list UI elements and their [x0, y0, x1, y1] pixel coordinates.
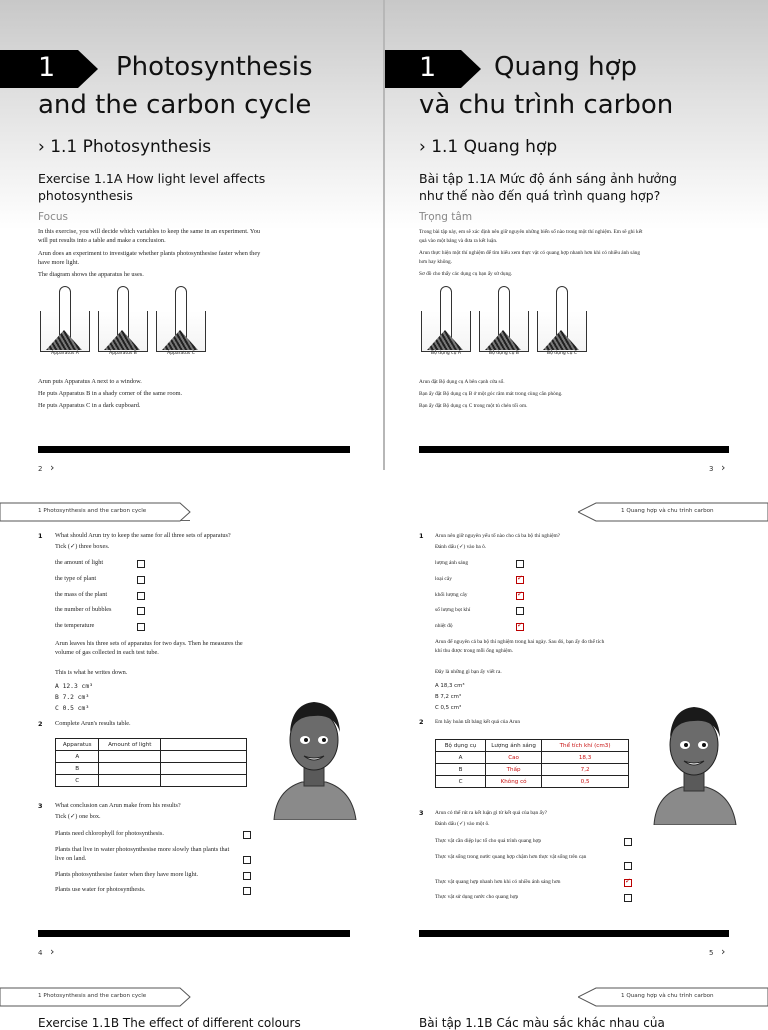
apparatus-diagram [40, 286, 90, 356]
paragraph: Arun leaves his three sets of apparatus for two days. Then he measures the volume of gas collected in each test tube. [55, 640, 243, 656]
exercise-title: Exercise 1.1B The effect of different colours [38, 1016, 301, 1030]
table-cell[interactable]: Không có [486, 776, 542, 788]
table-cell[interactable]: 7,2 [542, 764, 629, 776]
handwritten-value: C 0.5 cm³ [55, 705, 90, 712]
option-checkbox[interactable] [624, 838, 632, 846]
results-table [55, 738, 247, 787]
chevron-right-icon: › [721, 461, 726, 474]
option-checkbox[interactable] [243, 831, 251, 839]
chapter-title-line2: and the carbon cycle [38, 90, 312, 120]
option-label: khối lượng cây [435, 592, 468, 598]
recorded-value: A 18,3 cm³ [435, 683, 465, 689]
body-sentence: Bạn ấy đặt Bộ dụng cụ C trong một tủ chén tối om. [419, 403, 528, 409]
question-number: 3 [419, 809, 424, 817]
option-label: the type of plant [55, 575, 97, 582]
page-number: 5 [709, 949, 714, 957]
body-sentence: He puts Apparatus C in a dark cupboard. [38, 402, 141, 409]
page-number: 3 [709, 465, 714, 473]
question-number: 3 [38, 802, 43, 810]
question-instruction: Tick (✓) three boxes. [55, 543, 110, 550]
chapter-title: Quang hợp [494, 52, 638, 82]
option-checkbox-checked[interactable] [516, 623, 524, 631]
question-instruction: Đánh dấu (✓) vào ba ô. [435, 544, 487, 550]
table-header [161, 739, 247, 751]
table-cell[interactable]: Cao [486, 752, 542, 764]
option-label: lượng ánh sáng [435, 560, 469, 566]
focus-label: Focus [38, 211, 68, 223]
option-label: Thực vật cần diệp lục tố cho quá trình quang hợp [435, 838, 542, 844]
focus-paragraph: Sơ đồ cho thấy các dụng cụ bạn ấy sử dụng. [419, 271, 513, 277]
table-cell[interactable]: 18,3 [542, 752, 629, 764]
results-table [435, 739, 629, 788]
option-label: nhiệt độ [435, 623, 453, 629]
paragraph: This is what he writes down. [55, 669, 128, 676]
chapter-number: 1 [38, 52, 56, 83]
table-cell: C [56, 775, 99, 787]
page-number: 2 [38, 465, 43, 473]
table-row [56, 763, 247, 775]
table-row [436, 776, 629, 788]
table-cell[interactable]: Thấp [486, 764, 542, 776]
body-sentence: Arun puts Apparatus A next to a window. [38, 378, 142, 385]
focus-paragraph: The diagram shows the apparatus he uses. [38, 271, 144, 278]
handwritten-value: A 12.3 cm³ [55, 683, 93, 690]
table-cell: B [56, 763, 99, 775]
body-sentence: He puts Apparatus B in a shady corner of the same room. [38, 390, 183, 397]
table-cell[interactable] [99, 751, 161, 763]
apparatus-diagram [537, 286, 587, 356]
table-cell[interactable] [99, 775, 161, 787]
paragraph: Arun để nguyên cả ba bộ thí nghiệm trong hai ngày. Sau đó, bạn ấy đo thể tích khí thu được trong mỗi ống nghiệm. [435, 639, 605, 654]
table-row [56, 751, 247, 763]
question-instruction: Đánh dấu (✓) vào một ô. [435, 821, 490, 827]
table-cell: A [436, 752, 486, 764]
focus-label: Trọng tâm [419, 211, 473, 223]
option-label: số lượng bọt khí [435, 607, 471, 613]
apparatus-label: Bộ dụng cụ B [489, 351, 519, 356]
table-cell[interactable] [161, 751, 247, 763]
running-header: 1 Quang hợp và chu trình carbon [621, 993, 714, 999]
option-label: the number of bubbles [55, 606, 112, 613]
option-label: Plants need chlorophyll for photosynthesis. [55, 830, 164, 837]
student-illustration [264, 690, 364, 820]
option-checkbox-checked[interactable] [516, 592, 524, 600]
running-header: 1 Quang hợp và chu trình carbon [621, 508, 714, 514]
question-number: 2 [38, 720, 43, 728]
table-cell[interactable] [99, 763, 161, 775]
table-header: Bộ dụng cụ [436, 740, 486, 752]
exercise-title: Bài tập 1.1A Mức độ ánh sáng ảnh hưởng như thế nào đến quá trình quang hợp? [419, 171, 677, 203]
option-checkbox-checked[interactable] [516, 576, 524, 584]
page-footer-bar [419, 446, 729, 453]
question-text: Arun có thể rút ra kết luận gì từ kết quả của bạn ấy? [435, 810, 548, 816]
table-header: Thể tích khí (cm3) [542, 740, 629, 752]
question-text: What should Arun try to keep the same for all three sets of apparatus? [55, 532, 231, 539]
table-cell: C [436, 776, 486, 788]
option-checkbox[interactable] [137, 607, 145, 615]
question-number: 1 [38, 532, 43, 540]
table-cell: A [56, 751, 99, 763]
table-header: Apparatus [56, 739, 99, 751]
option-checkbox[interactable] [624, 894, 632, 902]
apparatus-label: Apparatus B [109, 351, 137, 356]
apparatus-diagram [421, 286, 471, 356]
table-cell[interactable]: 0,5 [542, 776, 629, 788]
table-cell[interactable] [161, 763, 247, 775]
apparatus-diagram [156, 286, 206, 356]
running-header: 1 Photosynthesis and the carbon cycle [38, 508, 147, 514]
question-text: Arun nên giữ nguyên yếu tố nào cho cả ba bộ thí nghiệm? [435, 533, 561, 539]
option-checkbox[interactable] [137, 623, 145, 631]
option-label: the mass of the plant [55, 591, 108, 598]
focus-paragraph: Arun thực hiện một thí nghiệm để tìm hiểu xem thực vật có quang hợp nhanh hơn khi có nhiều ánh sáng hơn hay không. [419, 250, 640, 265]
question-number: 2 [419, 718, 424, 726]
option-label: Plants photosynthesise faster when they have more light. [55, 871, 199, 878]
recorded-value: B 7,2 cm³ [435, 694, 462, 700]
apparatus-label: Bộ dụng cụ A [431, 351, 461, 356]
table-header: Lượng ánh sáng [486, 740, 542, 752]
question-number: 1 [419, 532, 424, 540]
body-sentence: Bạn ấy đặt Bộ dụng cụ B ở một góc râm mát trong cùng căn phòng. [419, 391, 563, 397]
exercise-title: Exercise 1.1A How light level affects photosynthesis [38, 171, 266, 203]
option-checkbox[interactable] [243, 872, 251, 880]
option-checkbox[interactable] [516, 607, 524, 615]
recorded-value: C 0,5 cm³ [435, 705, 462, 711]
option-checkbox[interactable] [137, 576, 145, 584]
handwritten-value: B 7.2 cm³ [55, 694, 90, 701]
question-text: Em hãy hoàn tất bảng kết quả của Arun [435, 719, 521, 725]
table-row [56, 775, 247, 787]
chapter-title: Photosynthesis [116, 52, 313, 82]
apparatus-label: Bộ dụng cụ C [546, 351, 578, 356]
focus-paragraph: In this exercise, you will decide which variables to keep the same in an experiment. You will put results into a table and make a conclusion. [38, 228, 261, 244]
option-checkbox[interactable] [624, 862, 632, 870]
chevron-right-icon: › [721, 945, 726, 958]
option-checkbox[interactable] [243, 887, 251, 895]
option-label: Thực vật quang hợp nhanh hơn khi có nhiều ánh sáng hơn [435, 879, 561, 885]
section-heading: › 1.1 Quang hợp [419, 137, 558, 157]
running-header: 1 Photosynthesis and the carbon cycle [38, 993, 147, 999]
question-instruction: Tick (✓) one box. [55, 813, 101, 820]
chevron-right-icon: › [50, 461, 55, 474]
apparatus-diagram [479, 286, 529, 356]
option-label: the temperature [55, 622, 95, 629]
page-footer-bar [38, 930, 350, 937]
option-label: Plants that live in water photosynthesise more slowly than plants that live on land. [55, 846, 230, 862]
question-text: What conclusion can Arun make from his results? [55, 802, 181, 809]
paragraph: Đây là những gì bạn ấy viết ra. [435, 669, 502, 675]
section-heading: › 1.1 Photosynthesis [38, 137, 212, 157]
page-footer-bar [38, 446, 350, 453]
chevron-right-icon: › [50, 945, 55, 958]
apparatus-diagram [98, 286, 148, 356]
chapter-title-line2: và chu trình carbon [419, 90, 674, 120]
page-number: 4 [38, 949, 43, 957]
option-label: Thực vật sử dụng nước cho quang hợp [435, 894, 519, 900]
option-label: Thực vật sống trong nước quang hợp chậm hơn thực vật sống trên cạn [435, 854, 587, 860]
option-checkbox[interactable] [516, 560, 524, 568]
student-illustration [644, 695, 744, 825]
question-text: Complete Arun's results table. [55, 720, 131, 727]
option-label: loại cây [435, 576, 452, 582]
apparatus-label: Apparatus A [51, 351, 79, 356]
page-footer-bar [419, 930, 729, 937]
focus-paragraph: Trong bài tập này, em sẽ xác định nên giữ nguyên những biến số nào trong một thí nghiệm. Em sẽ ghi kết quả vào một bảng và đưa ra kết luận. [419, 229, 643, 244]
option-checkbox-checked[interactable] [624, 879, 632, 887]
table-cell: B [436, 764, 486, 776]
chapter-number: 1 [419, 52, 437, 83]
table-row [436, 764, 629, 776]
focus-paragraph: Arun does an experiment to investigate whether plants photosynthesise faster when they have more light. [38, 250, 261, 266]
exercise-title: Bài tập 1.1B Các màu sắc khác nhau của [419, 1016, 665, 1030]
table-header: Amount of light [99, 739, 161, 751]
option-checkbox[interactable] [137, 592, 145, 600]
apparatus-label: Apparatus C [167, 351, 195, 356]
option-checkbox[interactable] [137, 560, 145, 568]
table-row [436, 752, 629, 764]
option-label: the amount of light [55, 559, 104, 566]
option-label: Plants use water for photosynthesis. [55, 886, 146, 893]
table-cell[interactable] [161, 775, 247, 787]
option-checkbox[interactable] [243, 856, 251, 864]
body-sentence: Arun đặt Bộ dụng cụ A bên cạnh cửa sổ. [419, 379, 505, 385]
